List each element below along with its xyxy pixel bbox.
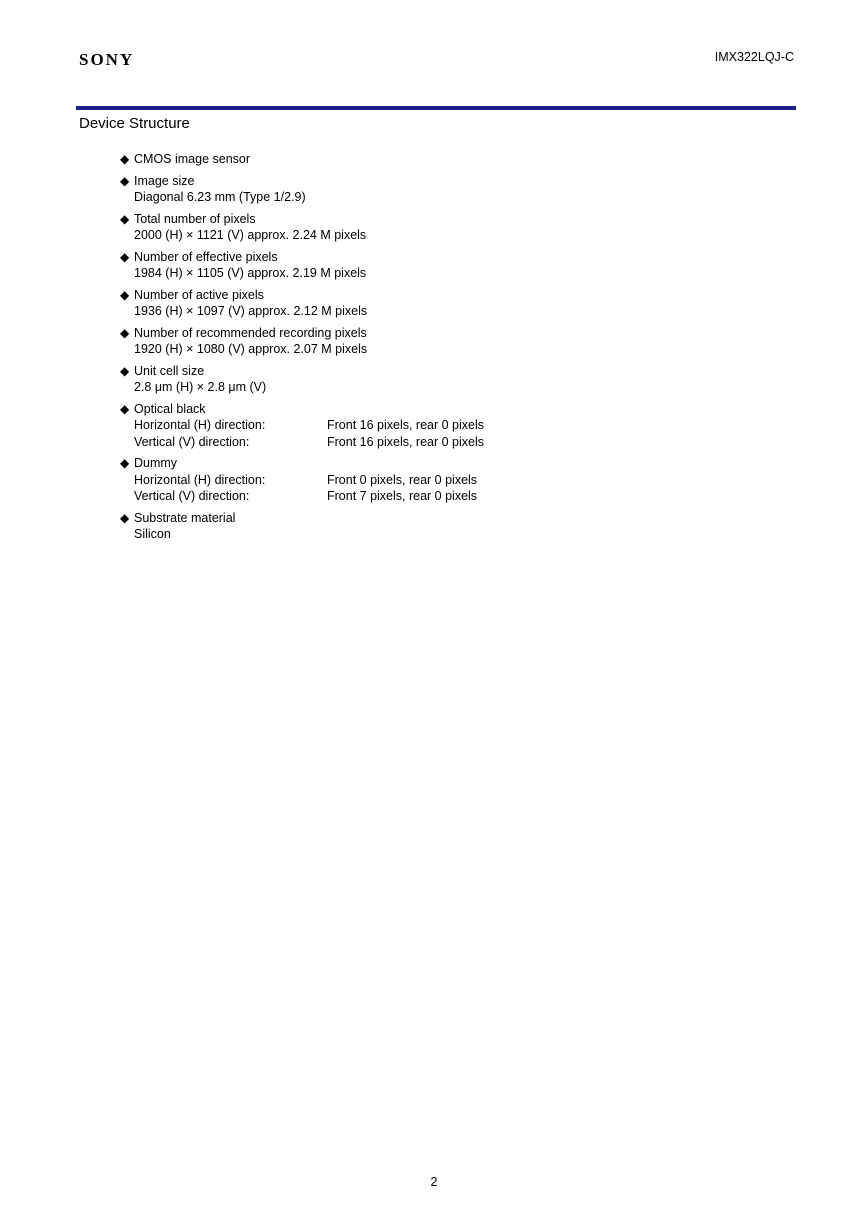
diamond-bullet-icon: ◆ xyxy=(120,152,130,166)
spec-row-value: Front 16 pixels, rear 0 pixels xyxy=(327,434,485,449)
spec-title: Number of effective pixels xyxy=(134,249,278,264)
diamond-bullet-icon: ◆ xyxy=(120,173,130,188)
spec-row-label: Vertical (V) direction: xyxy=(134,489,250,503)
spec-item xyxy=(120,211,680,244)
spec-title: Number of active pixels xyxy=(134,287,264,302)
spec-row xyxy=(120,488,680,505)
spec-item xyxy=(120,510,680,543)
document-id: IMX322LQJ-C xyxy=(714,50,794,64)
spec-title: Total number of pixels xyxy=(134,211,256,226)
sony-logo: SONY xyxy=(79,50,135,69)
diamond-bullet-icon: ◆ xyxy=(120,211,130,226)
diamond-bullet-icon: ◆ xyxy=(120,456,130,470)
diamond-bullet-icon: ◆ xyxy=(120,249,130,264)
spec-item xyxy=(120,249,680,282)
spec-detail: Silicon xyxy=(134,527,171,541)
spec-row-label: Horizontal (H) direction: xyxy=(134,418,266,432)
spec-item xyxy=(120,363,680,396)
spec-title: Substrate material xyxy=(134,510,236,525)
spec-row-value: Front 0 pixels, rear 0 pixels xyxy=(327,472,478,487)
diamond-bullet-icon: ◆ xyxy=(120,510,130,525)
diamond-bullet-icon: ◆ xyxy=(120,363,130,378)
diamond-bullet-icon: ◆ xyxy=(120,325,130,340)
spec-row xyxy=(120,417,680,434)
spec-item xyxy=(120,173,680,206)
spec-row-label: Horizontal (H) direction: xyxy=(134,472,266,487)
spec-detail: 1984 (H) × 1105 (V) approx. 2.19 M pixels xyxy=(134,266,367,280)
diamond-bullet-icon: ◆ xyxy=(120,287,130,302)
spec-detail: 2000 (H) × 1121 (V) approx. 2.24 M pixels xyxy=(134,228,367,242)
spec-detail: Diagonal 6.23 mm (Type 1/2.9) xyxy=(134,190,306,204)
spec-item xyxy=(120,287,680,320)
page-number: 2 xyxy=(430,1175,438,1189)
spec-row xyxy=(120,472,680,489)
diamond-bullet-icon: ◆ xyxy=(120,401,130,416)
spec-title: Unit cell size xyxy=(134,363,205,378)
spec-title: CMOS image sensor xyxy=(134,152,251,166)
spec-row-value: Front 7 pixels, rear 0 pixels xyxy=(327,489,478,503)
spec-row-label: Vertical (V) direction: xyxy=(134,434,250,449)
spec-detail: 1920 (H) × 1080 (V) approx. 2.07 M pixels xyxy=(134,342,368,356)
spec-title: Dummy xyxy=(134,456,178,470)
spec-item xyxy=(120,325,680,358)
spec-item xyxy=(120,151,680,168)
section-title: Device Structure xyxy=(79,115,190,132)
spec-detail: 2.8 μm (H) × 2.8 μm (V) xyxy=(134,380,267,394)
header-rule xyxy=(76,106,796,110)
spec-title: Image size xyxy=(134,173,195,188)
spec-title: Optical black xyxy=(134,401,206,416)
spec-title: Number of recommended recording pixels xyxy=(134,325,367,340)
spec-detail: 1936 (H) × 1097 (V) approx. 2.12 M pixels xyxy=(134,304,368,318)
spec-list xyxy=(120,151,680,548)
spec-item xyxy=(120,455,680,505)
spec-row xyxy=(120,434,680,451)
spec-item xyxy=(120,401,680,451)
spec-row-value: Front 16 pixels, rear 0 pixels xyxy=(327,418,485,432)
